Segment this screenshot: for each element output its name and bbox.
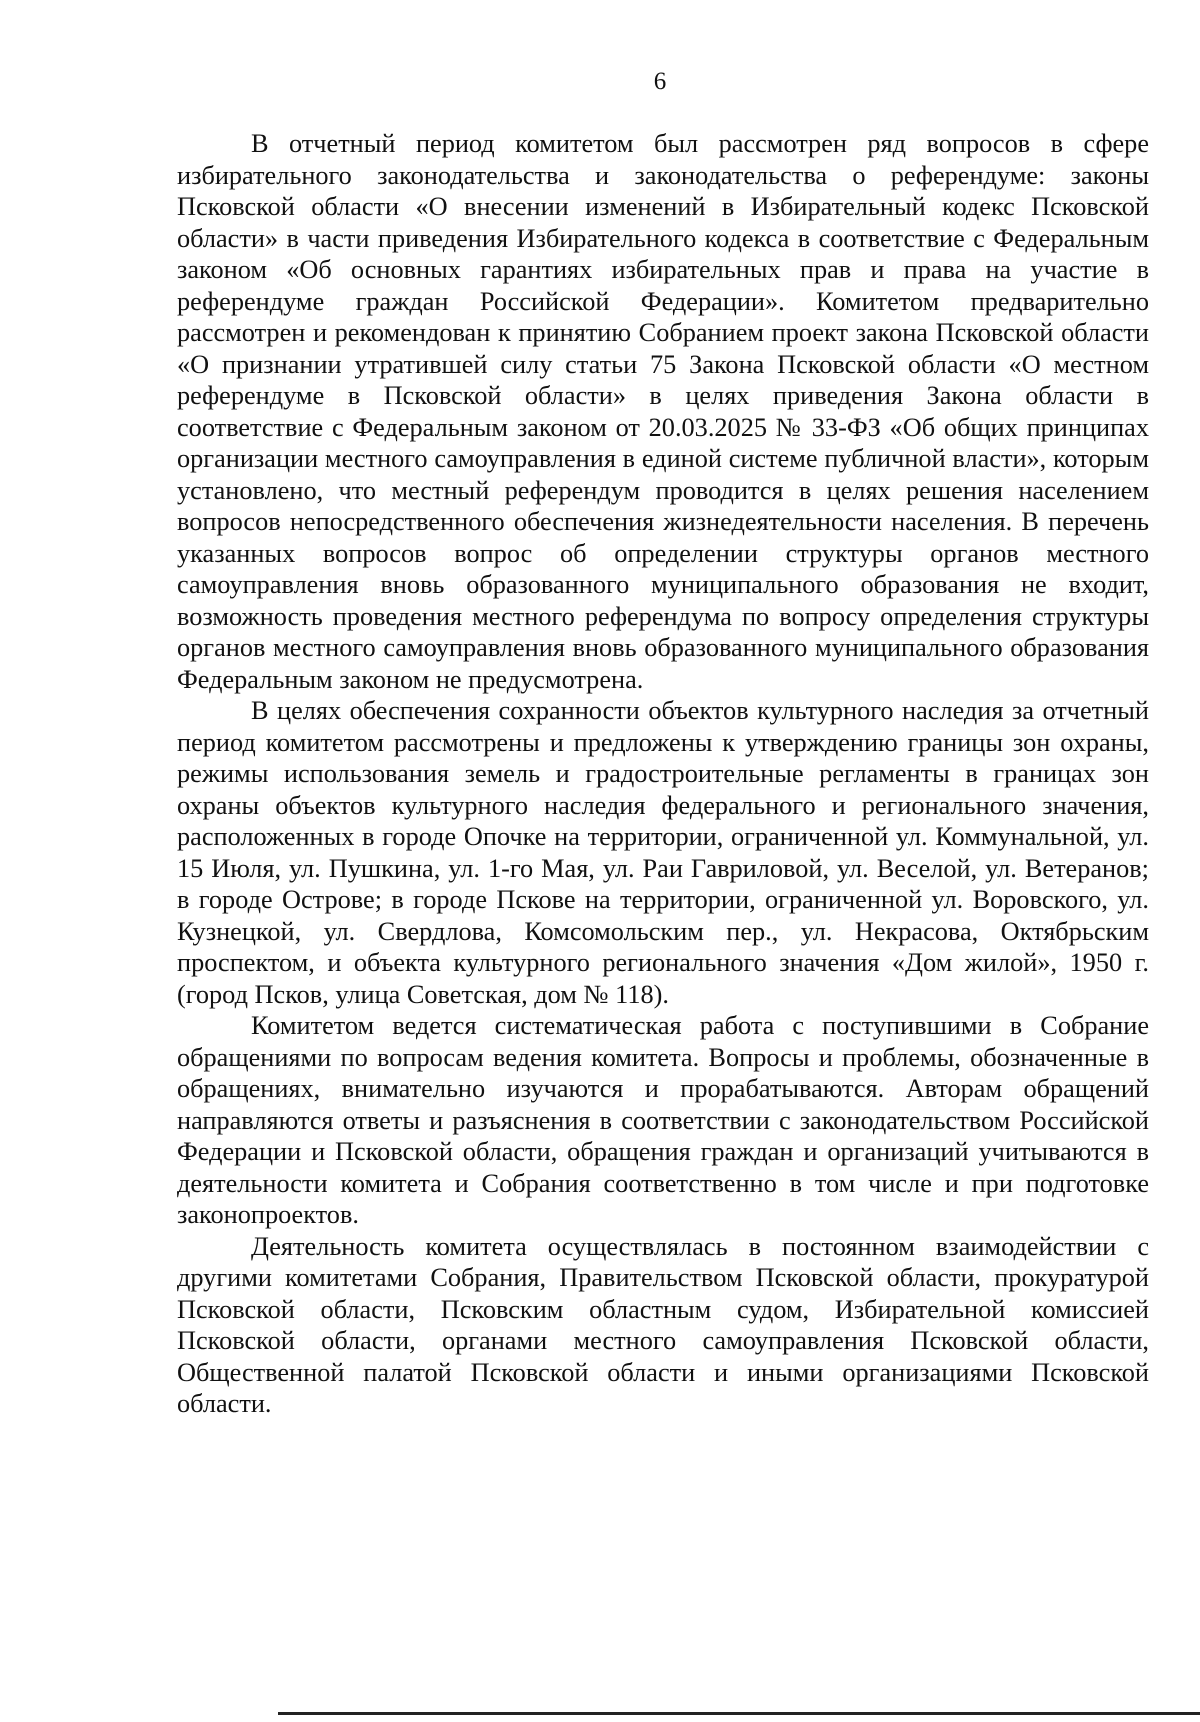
document-body [177,128,1149,1420]
paragraph-interaction: Деятельность комитета осуществлялась в постоянном взаимодействии с другими комитетами Собрания, Правительством Псковской области, прокуратурой Псковской области, Псковским областным судом, Избирательной комиссией Псковской области, органами местного самоуправления Псковской области, Общественной палатой Псковской области и иными организациями Псковской области. [177,1231,1149,1418]
paragraph-citizen-appeals: Комитетом ведется систематическая работа с поступившими в Собрание обращениями по вопросам ведения комитета. Вопросы и проблемы, обозначенные в обращениях, внимательно изучаются и прорабатываются. Авторам обращений направляются ответы и разъяснения в соответствии с законодательством Российской Федерации и Псковской области, обращения граждан и организаций учитываются в деятельности комитета и Собрания соответственно в том числе и при подготовке законопроектов. [177,1011,1149,1229]
page-number: 6 [653,68,667,95]
paragraph-cultural-heritage: В целях обеспечения сохранности объектов культурного наследия за отчетный период комитетом рассмотрены и предложены к утверждению границы зон охраны, режимы использования земель и градостроительные регламенты в границах зон охраны объектов культурного наследия федерального и регионального значения, расположенных в городе Опочке на территории, ограниченной ул. Коммунальной, ул. 15 Июля, ул. Пушкина, ул. 1-го Мая, ул. Раи Гавриловой, ул. Веселой, ул. Ветеранов; в городе Острове; в городе Пскове на территории, ограниченной ул. Воровского, ул. Кузнецкой, ул. Свердлова, Комсомольским пер., ул. Некрасова, Октябрьским проспектом, и объекта культурного регионального значения «Дом жилой», 1950 г. (город Псков, улица Советская, дом № 118). [177,696,1149,1009]
bottom-scan-edge-line [278,1712,1200,1715]
paragraph-electoral-legislation: В отчетный период комитетом был рассмотрен ряд вопросов в сфере избирательного законодательства и законодательства о референдуме: законы Псковской области «О внесении изменений в Избирательный кодекс Псковской области» в части приведения Избирательного кодекса в соответствие с Федеральным законом «Об основных гарантиях избирательных прав и права на участие в референдуме граждан Российской Федерации». Комитетом предварительно рассмотрен и рекомендован к принятию Собранием проект закона Псковской области «О признании утратившей силу статьи 75 Закона Псковской области «О местном референдуме в Псковской области» в целях приведения Закона области в соответствие с Федеральным законом от 20.03.2025 № 33-ФЗ «Об общих принципах организации местного самоуправления в единой системе публичной власти», которым установлено, что местный референдум проводится в целях решения населением вопросов непосредственного обеспечения жизнедеятельности населения. В перечень указанных вопросов вопрос об определении структуры органов местного самоуправления вновь образованного муниципального образования не входит, возможность проведения местного референдума по вопросу определения структуры органов местного самоуправления вновь образованного муниципального образования Федеральным законом не предусмотрена. [177,129,1149,694]
